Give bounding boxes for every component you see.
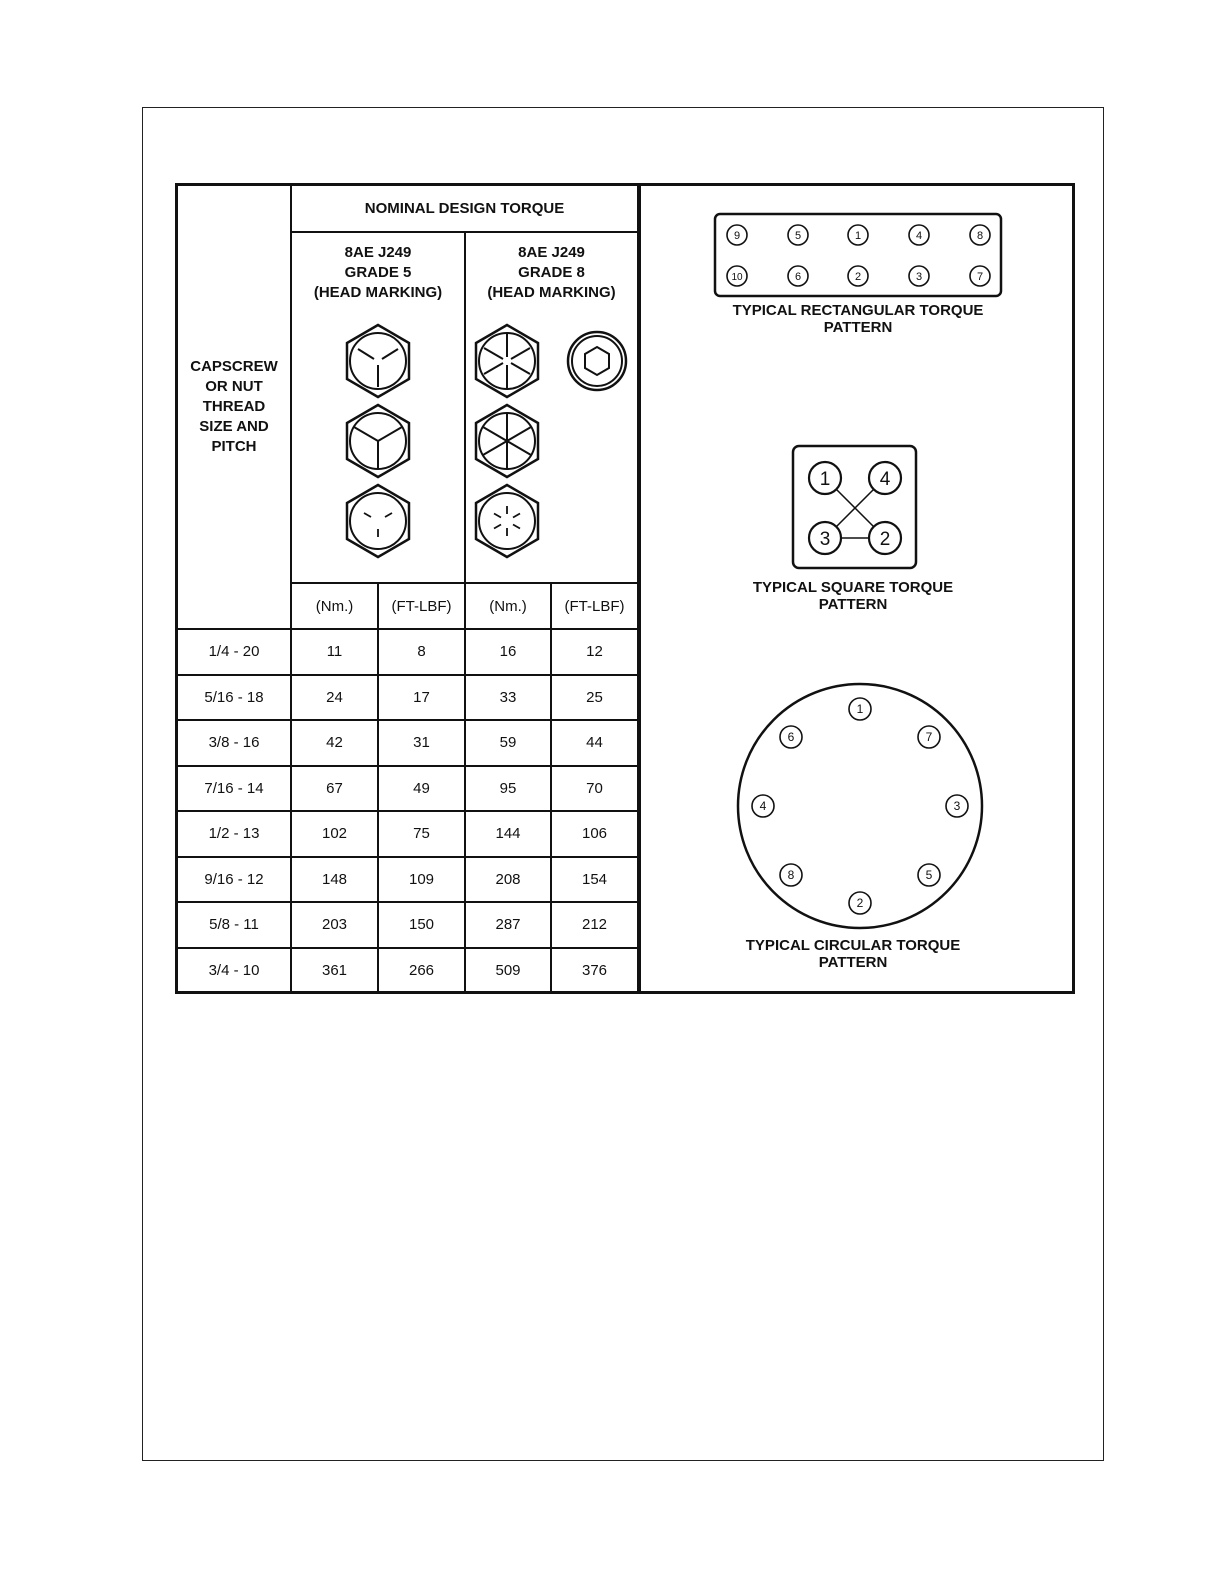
label-line: TYPICAL SQUARE TORQUE: [752, 579, 954, 596]
g5-ftlbf: 17: [378, 675, 465, 721]
bolt-number: 2: [879, 529, 891, 550]
table-row: [178, 948, 638, 994]
g8-nm: 33: [465, 675, 551, 721]
bolt-number: 8: [787, 868, 795, 882]
bolt-number: 1: [819, 469, 831, 490]
grade8-line: GRADE 8: [518, 264, 585, 281]
g8-nm: 287: [465, 902, 551, 948]
header-line: SIZE AND: [199, 418, 269, 435]
g5-nm: 24: [291, 675, 378, 721]
nominal-torque-title: NOMINAL DESIGN TORQUE: [291, 186, 638, 232]
label-line: PATTERN: [818, 954, 888, 971]
hex-head-icon: [347, 325, 409, 397]
table-row: [178, 902, 638, 948]
table-row: [178, 811, 638, 857]
g5-nm: 203: [291, 902, 378, 948]
label-line: TYPICAL CIRCULAR TORQUE: [745, 937, 961, 954]
bolt-number: 9: [733, 230, 741, 242]
hex-head-icon: [347, 405, 409, 477]
rectangular-pattern-label: [708, 302, 1008, 336]
table-row: [178, 629, 638, 675]
grade8-header: [465, 232, 638, 583]
table-row: [178, 857, 638, 903]
g5-ftlbf: 266: [378, 948, 465, 994]
grade5-line: 8AE J249: [344, 244, 412, 261]
grade5-header: [291, 232, 465, 583]
bolt-number: 3: [953, 799, 961, 813]
g8-ftlbf: 212: [551, 902, 638, 948]
bolt-number: 5: [925, 868, 933, 882]
g8-ftlbf: 44: [551, 720, 638, 766]
bolt-number: 2: [856, 896, 864, 910]
bolt-number: 1: [854, 230, 862, 242]
hex-head-icon: [476, 325, 538, 397]
g5-nm: 11: [291, 629, 378, 675]
bolt-number: 7: [976, 271, 984, 283]
g5-nm: 148: [291, 857, 378, 903]
bolt-number: 7: [925, 730, 933, 744]
unit-label: (FT-LBF): [378, 583, 465, 629]
bolt-number: 6: [794, 271, 802, 283]
circular-pattern-label: [703, 937, 1003, 971]
thread-size: 3/8 - 16: [178, 720, 291, 766]
bolt-number: 4: [915, 230, 923, 242]
g5-ftlbf: 109: [378, 857, 465, 903]
g5-ftlbf: 75: [378, 811, 465, 857]
torque-table: [178, 186, 639, 993]
g8-ftlbf: 106: [551, 811, 638, 857]
thread-size: 3/4 - 10: [178, 948, 291, 994]
g8-ftlbf: 154: [551, 857, 638, 903]
bolt-number: 3: [819, 529, 831, 550]
torque-patterns-panel: [641, 186, 1072, 991]
g5-ftlbf: 150: [378, 902, 465, 948]
g8-ftlbf: 25: [551, 675, 638, 721]
table-row: [178, 766, 638, 812]
g8-ftlbf: 376: [551, 948, 638, 994]
hex-head-icon: [347, 485, 409, 557]
thread-size: 1/4 - 20: [178, 629, 291, 675]
torque-figure: [175, 183, 1075, 994]
label-line: PATTERN: [818, 596, 888, 613]
bolt-number: 4: [759, 799, 767, 813]
hex-head-icon: [476, 485, 538, 557]
socket-head-icon: [568, 332, 626, 390]
g5-nm: 67: [291, 766, 378, 812]
bolt-number: 3: [915, 271, 923, 283]
g5-ftlbf: 8: [378, 629, 465, 675]
bolt-number: 1: [856, 702, 864, 716]
bolt-number: 2: [854, 271, 862, 283]
header-line: OR NUT: [205, 378, 263, 395]
g8-ftlbf: 12: [551, 629, 638, 675]
header-line: THREAD: [202, 398, 266, 415]
g8-nm: 16: [465, 629, 551, 675]
label-line: TYPICAL RECTANGULAR TORQUE: [732, 302, 984, 319]
bolt-number: 6: [787, 730, 795, 744]
thread-size: 5/16 - 18: [178, 675, 291, 721]
bolt-number: 5: [794, 230, 802, 242]
thread-size: 5/8 - 11: [178, 902, 291, 948]
g5-nm: 42: [291, 720, 378, 766]
g8-ftlbf: 70: [551, 766, 638, 812]
grade5-line: (HEAD MARKING): [313, 284, 443, 301]
thread-size: 7/16 - 14: [178, 766, 291, 812]
g8-nm: 144: [465, 811, 551, 857]
thread-size: 9/16 - 12: [178, 857, 291, 903]
grade5-head-markings: [293, 303, 463, 563]
g5-nm: 102: [291, 811, 378, 857]
bolt-number: 4: [879, 469, 891, 490]
grade8-line: (HEAD MARKING): [487, 284, 616, 301]
square-pattern-label: [703, 579, 1003, 613]
unit-label: (Nm.): [291, 583, 378, 629]
grade8-line: 8AE J249: [518, 244, 585, 261]
table-row: [178, 720, 638, 766]
grade5-title: [292, 233, 464, 303]
circular-pattern: [738, 684, 982, 928]
thread-size: 1/2 - 13: [178, 811, 291, 857]
g5-ftlbf: 31: [378, 720, 465, 766]
g8-nm: 95: [465, 766, 551, 812]
table-row: [178, 675, 638, 721]
grade5-line: GRADE 5: [344, 264, 412, 281]
rectangular-pattern: [715, 214, 1001, 296]
g8-nm: 59: [465, 720, 551, 766]
g8-nm: 208: [465, 857, 551, 903]
header-line: PITCH: [211, 438, 257, 455]
grade8-head-markings: [467, 303, 637, 563]
bolt-number: 10: [731, 272, 743, 283]
unit-label: (FT-LBF): [551, 583, 638, 629]
g5-ftlbf: 49: [378, 766, 465, 812]
unit-label: (Nm.): [465, 583, 551, 629]
g8-nm: 509: [465, 948, 551, 994]
g5-nm: 361: [291, 948, 378, 994]
hex-head-icon: [476, 405, 538, 477]
rectangular-plate: [715, 214, 1001, 296]
grade8-title: [466, 233, 637, 303]
thread-size-header: [178, 186, 291, 629]
label-line: PATTERN: [823, 319, 893, 336]
square-pattern: [793, 446, 916, 568]
header-line: CAPSCREW: [190, 358, 278, 375]
bolt-number: 8: [976, 230, 984, 242]
